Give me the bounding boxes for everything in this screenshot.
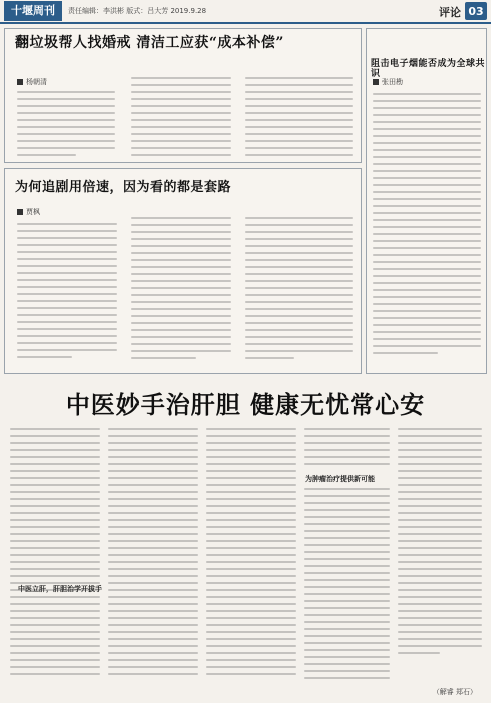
feature-col-4b-text — [304, 488, 390, 694]
section-label: 评论 — [439, 6, 461, 19]
byline-marker — [373, 79, 379, 85]
article-2-byline — [17, 207, 40, 217]
article-3-text — [373, 93, 481, 369]
article-2-author: 贾枫 — [26, 208, 40, 216]
article-3-headline: 阻击电子烟能否成为全球共识 — [371, 59, 486, 80]
feature-col-1-text — [10, 428, 100, 694]
article-2-headline: 为何追剧用倍速，因为看的都是套路 — [15, 180, 232, 195]
feature-col-3-text — [206, 428, 296, 694]
article-1-author: 杨朝清 — [26, 78, 47, 86]
article-1-headline: 翻垃圾帮人找婚戒 清洁工应获“成本补偿” — [15, 35, 284, 51]
feature-col-5-text — [398, 428, 482, 682]
byline-marker — [17, 79, 23, 85]
masthead — [0, 0, 491, 22]
article-1-byline — [17, 77, 47, 87]
byline-marker — [17, 209, 23, 215]
page-number: 03 — [465, 2, 487, 20]
article-2-col-2-text — [131, 217, 231, 369]
article-3-byline — [373, 77, 403, 87]
masthead-rule — [0, 22, 491, 24]
feature-credit: （解睿 郑石） — [432, 688, 477, 696]
article-1-col-1-text — [17, 91, 115, 159]
feature-subhead-1: 中医立肝，肝胆治学开拔手 — [18, 585, 102, 593]
article-3-frame — [366, 28, 487, 374]
feature-subhead-2: 为肿瘤治疗提供新可能 — [305, 475, 375, 483]
article-2-frame — [4, 168, 362, 374]
masthead-editors: 责任编辑：李洪彬 版式：吕大芳 2019.9.28 — [68, 7, 207, 15]
article-1-col-2-text — [131, 77, 231, 161]
article-2-col-3-text — [245, 217, 353, 369]
feature-headline: 中医妙手治肝胆 健康无忧常心安 — [65, 390, 426, 419]
article-1-col-3-text — [245, 77, 353, 161]
article-2-col-1-text — [17, 223, 117, 369]
masthead-brand: 十堰周刊 — [4, 1, 62, 21]
article-3-author: 张田勘 — [382, 78, 403, 86]
feature-col-4-text — [304, 428, 390, 472]
feature-col-2-text — [108, 428, 198, 694]
article-1-frame — [4, 28, 362, 163]
